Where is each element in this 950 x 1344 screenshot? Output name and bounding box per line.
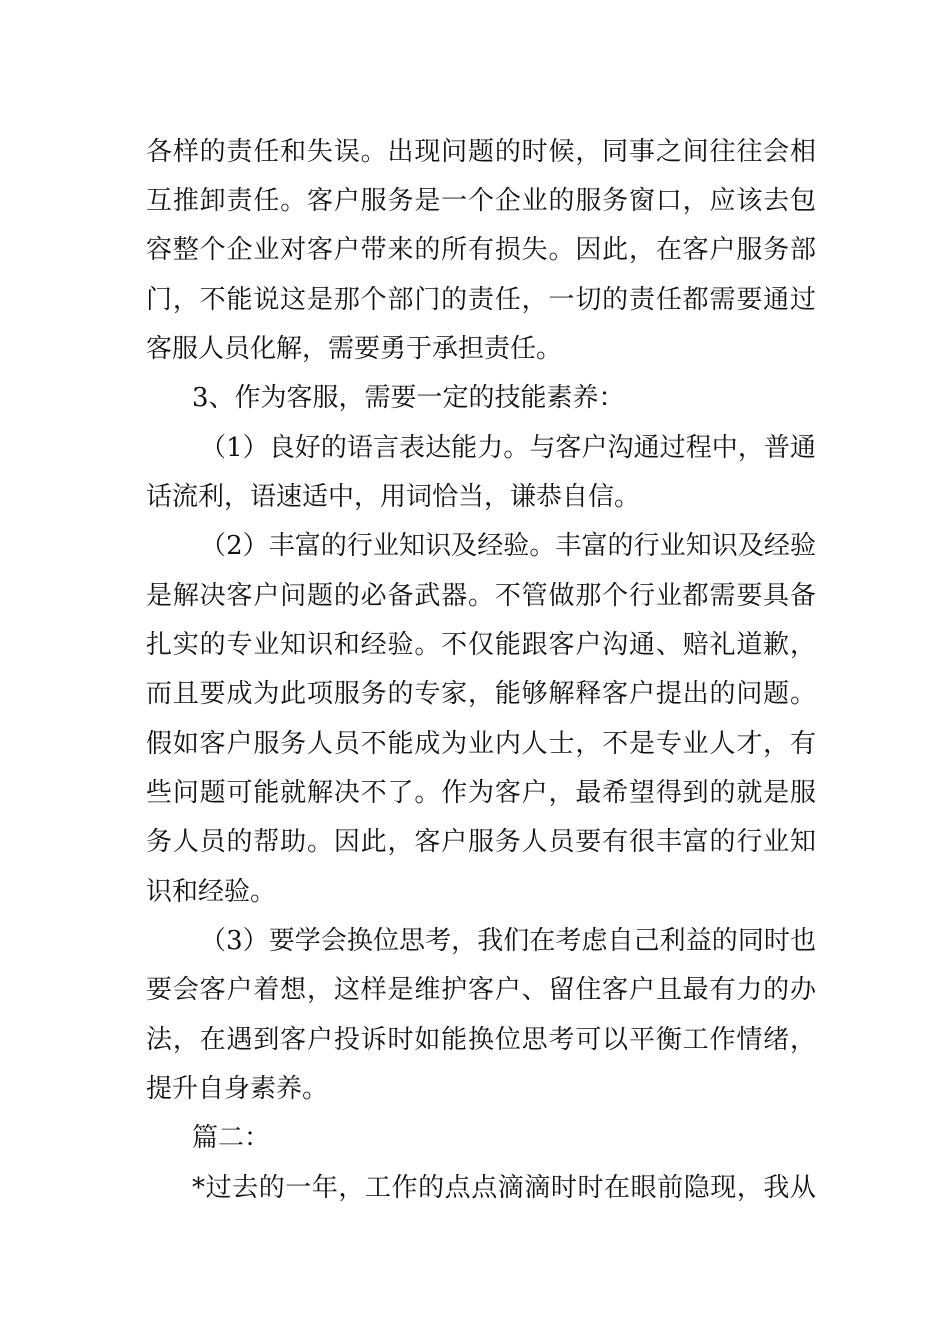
- text-line: 识和经验。: [146, 877, 277, 907]
- text-line: 提升自身素养。: [146, 1074, 329, 1104]
- text-line: 假如客户服务人员不能成为业内人士，不是专业人才，有: [146, 729, 816, 759]
- text-line: 法，在遇到客户投诉时如能换位思考可以平衡工作情绪，: [146, 1025, 816, 1055]
- text-line: 要会客户着想，这样是维护客户、留住客户且最有力的办: [146, 975, 816, 1005]
- text-line: 些问题可能就解决不了。作为客户，最希望得到的就是服: [146, 778, 816, 808]
- text-line: 各样的责任和失误。出现问题的时候，同事之间往往会相: [146, 137, 816, 167]
- text-line: 务人员的帮助。因此，客户服务人员要有很丰富的行业知: [146, 827, 816, 857]
- text-line: （1）良好的语言表达能力。与客户沟通过程中，普通: [200, 433, 816, 463]
- text-line: 门，不能说这是那个部门的责任，一切的责任都需要通过: [146, 285, 816, 315]
- text-line: （3）要学会换位思考，我们在考虑自己利益的同时也: [200, 926, 816, 956]
- text-line: 客服人员化解，需要勇于承担责任。: [146, 334, 563, 364]
- text-line: 是解决客户问题的必备武器。不管做那个行业都需要具备: [146, 581, 816, 611]
- text-line: 容整个企业对客户带来的所有损失。因此，在客户服务部: [146, 235, 816, 265]
- text-line: 互推卸责任。客户服务是一个企业的服务窗口，应该去包: [146, 186, 816, 216]
- text-line: 而且要成为此项服务的专家，能够解释客户提出的问题。: [146, 679, 816, 709]
- section-heading: 篇二：: [192, 1123, 271, 1153]
- section-heading: 3、作为客服，需要一定的技能素养：: [192, 383, 625, 413]
- text-line: 扎实的专业知识和经验。不仅能跟客户沟通、赔礼道歉，: [146, 630, 816, 660]
- text-line: 话流利，语速适中，用词恰当，谦恭自信。: [146, 482, 641, 512]
- text-line: *过去的一年，工作的点点滴滴时时在眼前隐现，我从: [192, 1173, 816, 1203]
- text-line: （2）丰富的行业知识及经验。丰富的行业知识及经验: [200, 531, 816, 561]
